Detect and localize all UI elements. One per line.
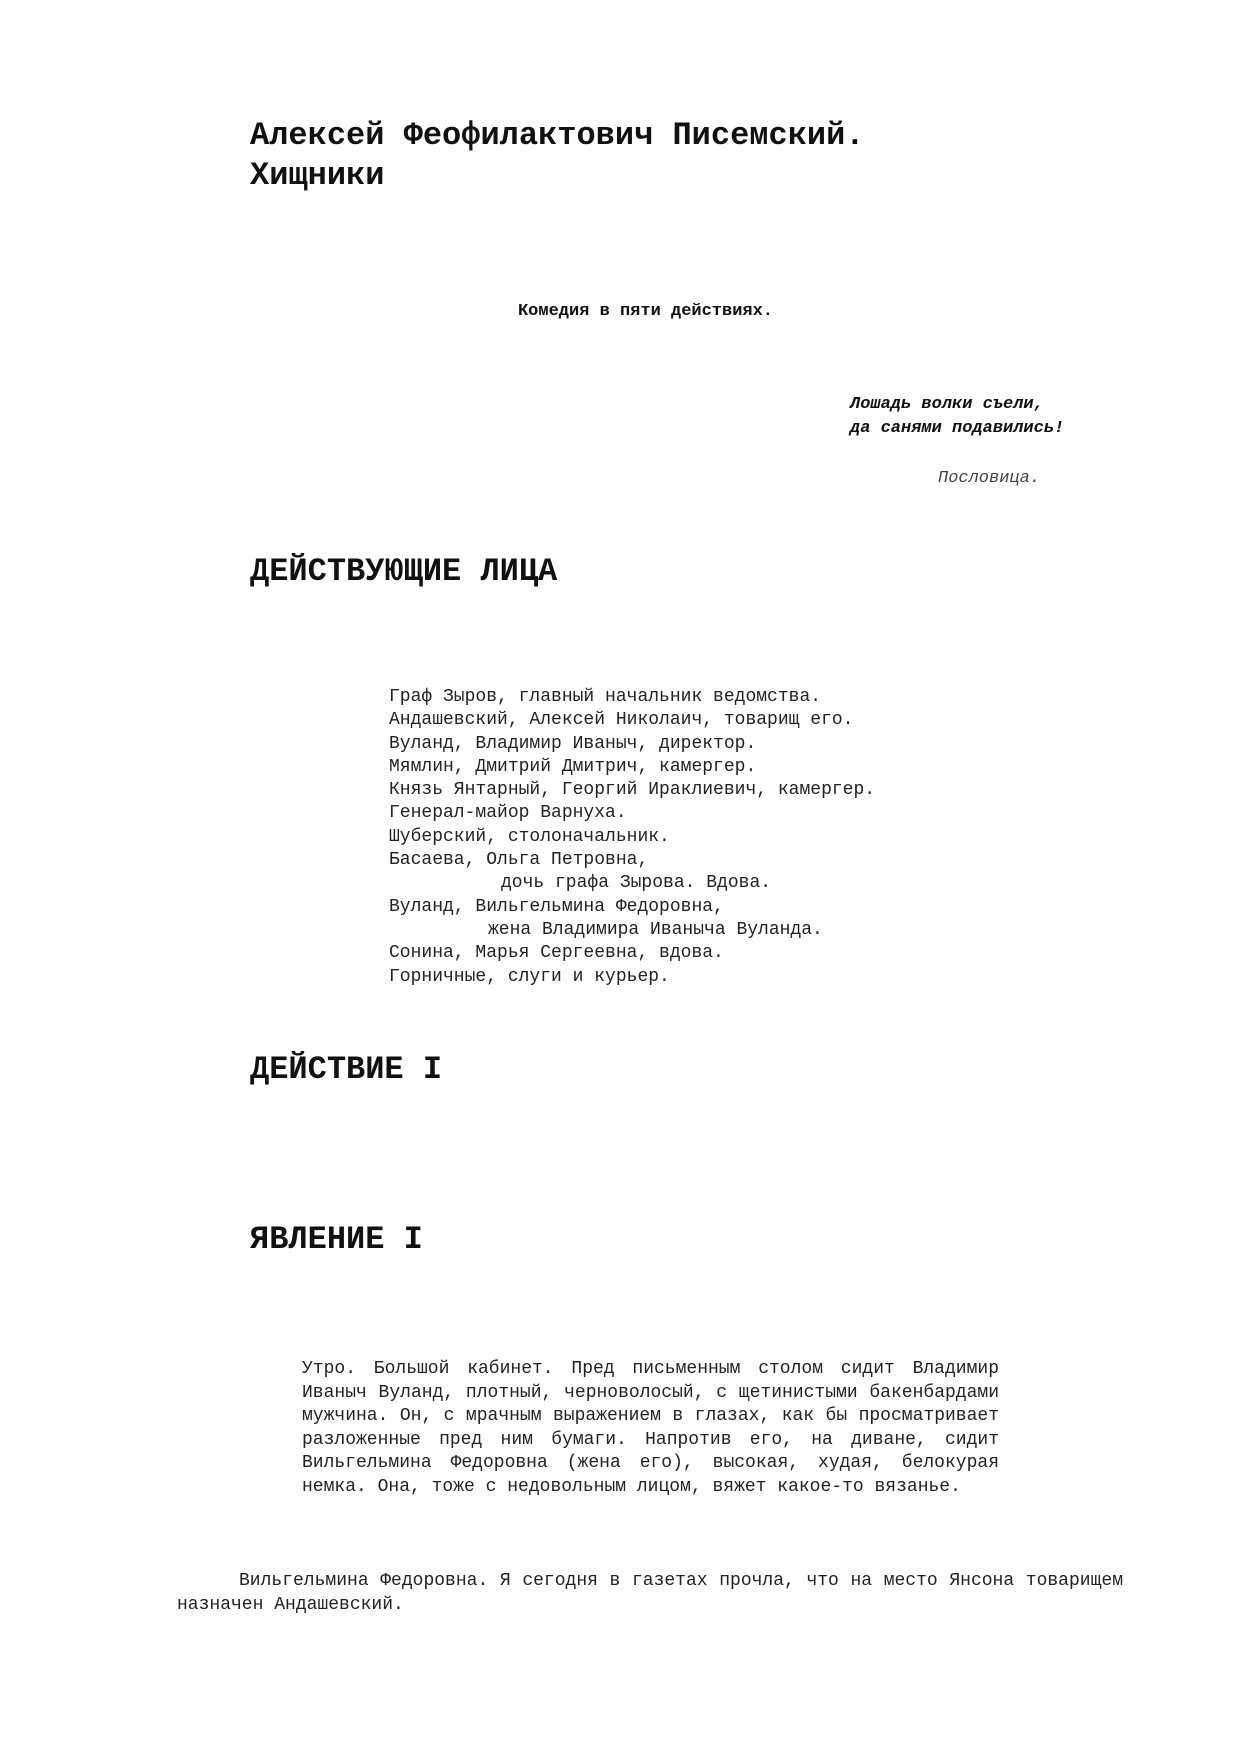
- cast-item: Вуланд, Владимир Иваныч, директор.: [389, 733, 757, 754]
- epigraph-source: Пословица.: [938, 469, 1041, 488]
- cast-item: Князь Янтарный, Георгий Ираклиевич, камергер.: [389, 780, 876, 801]
- epigraph-line: Лошадь волки съели,: [850, 395, 1044, 414]
- act-heading: ДЕЙСТВИЕ I: [250, 1051, 443, 1088]
- cast-item: Граф Зыров, главный начальник ведомства.: [389, 687, 822, 707]
- cast-item: Горничные, слуги и курьер.: [389, 966, 670, 987]
- cast-item: Басаева, Ольга Петровна,: [389, 850, 649, 871]
- author-name: Алексей Феофилактович Писемский.: [250, 117, 865, 154]
- cast-item: Шуберский, столоначальник.: [389, 826, 670, 847]
- cast-item: Вуланд, Вильгельмина Федоровна,: [389, 896, 724, 917]
- cast-item: Мямлин, Дмитрий Дмитрич, камергер.: [389, 756, 757, 777]
- cast-item: Сонина, Марья Сергеевна, вдова.: [389, 943, 724, 964]
- cast-item-continuation: дочь графа Зырова. Вдова.: [501, 873, 772, 894]
- document-title: [250, 116, 865, 196]
- cast-item: Генерал-майор Варнуха.: [389, 803, 627, 824]
- stage-direction: Утро. Большой кабинет. Пред письменным столом сидит Владимир Иваныч Вуланд, плотный, черноволосый, с щетинистыми бакенбардами мужчина. Он, с мрачным выражением в глазах, как бы просматривает разложенные пред ним бумаги. Напротив его, на диване, сидит Вильгельмина Федоровна (жена его), высокая, худая, белокурая немка. Она, тоже с недовольным лицом, вяжет какое-то вязанье.: [302, 1359, 999, 1497]
- cast-heading: ДЕЙСТВУЮЩИЕ ЛИЦА: [250, 553, 558, 590]
- cast-item-continuation: жена Владимира Иваныча Вуланда.: [488, 919, 823, 940]
- scene-heading: ЯВЛЕНИЕ I: [250, 1221, 423, 1258]
- epigraph-line: да санями подавились!: [850, 419, 1065, 438]
- work-title: Хищники: [250, 157, 385, 194]
- epigraph: [850, 393, 1064, 441]
- genre-subtitle: Комедия в пяти действиях.: [517, 302, 774, 321]
- cast-list: [389, 686, 875, 989]
- dialogue-paragraph: Вильгельмина Федоровна. Я сегодня в газетах прочла, что на место Янсона товарищем назначен Андашевский.: [177, 1571, 1123, 1615]
- cast-item: Андашевский, Алексей Николаич, товарищ его.: [389, 710, 854, 731]
